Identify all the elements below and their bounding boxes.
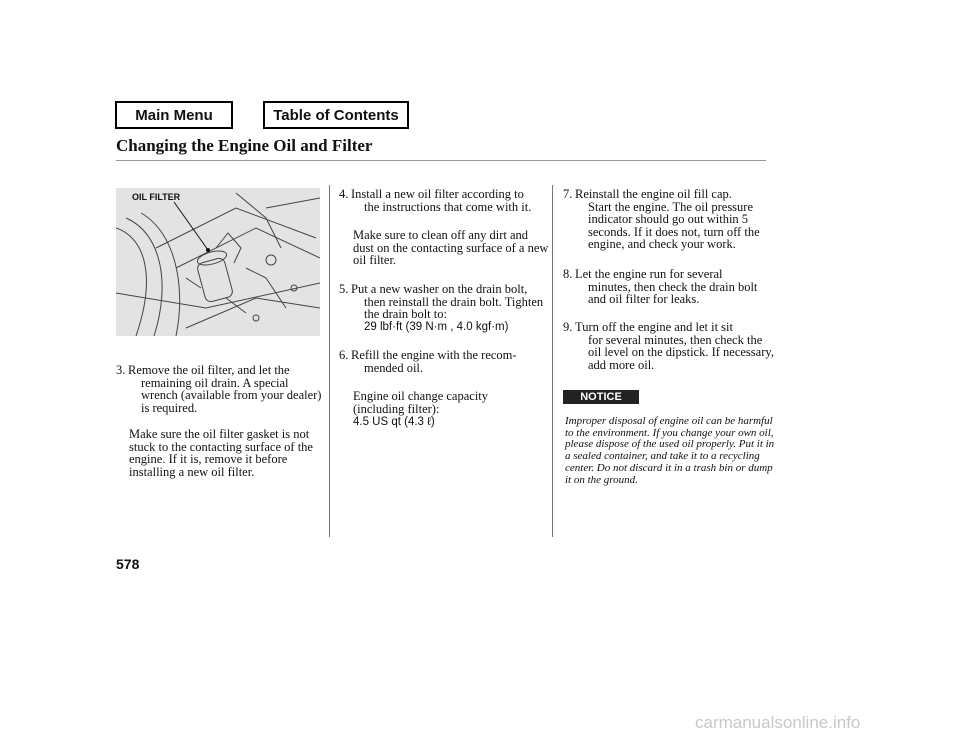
watermark: carmanualsonline.info — [695, 713, 861, 732]
step-3-note: Make sure the oil filter gasket is not stuck to the contacting surface of the engine. If it is, remove it before installing a new oil filter. — [129, 427, 313, 479]
step-number: 9. — [563, 320, 573, 334]
main-menu-button[interactable]: Main Menu — [115, 101, 233, 129]
step-text: Refill the engine with the recom- — [351, 348, 517, 362]
step-text: Install a new oil filter according to — [351, 187, 524, 201]
step-number: 6. — [339, 348, 349, 362]
step-4-note: Make sure to clean off any dirt and dust on the contacting surface of a new oil filter. — [353, 228, 549, 268]
step-text: Put a new washer on the drain bolt, — [351, 282, 528, 296]
step-number: 8. — [563, 267, 573, 281]
step-text: Let the engine run for several — [575, 267, 723, 281]
table-of-contents-button[interactable]: Table of Contents — [263, 101, 409, 129]
oil-capacity-label: Engine oil change capacity (including filter): — [353, 389, 489, 416]
notice-text: Improper disposal of engine oil can be harmful to the environment. If you change your own oil, please dispose of the used oil properly. Put it in a sealed container, and take it to a recycling center. Do not discard it in a trash bin or dump it on the ground. — [565, 415, 775, 486]
step-text: minutes, then check the drain bolt and oil filter for leaks. — [588, 279, 758, 307]
step-text: Turn off the engine and let it sit — [575, 320, 733, 334]
step-number: 7. — [563, 187, 573, 201]
step-3 — [116, 364, 326, 414]
step-text: for several minutes, then check the oil level on the dipstick. If necessary, add more oil. — [588, 332, 774, 372]
step-text: then reinstall the drain bolt. Tighten the drain bolt to: — [364, 294, 544, 322]
title-divider — [116, 160, 766, 161]
step-7 — [563, 188, 775, 251]
step-number: 4. — [339, 187, 349, 201]
column-divider — [329, 185, 330, 537]
step-6 — [339, 349, 551, 374]
column-divider — [552, 185, 553, 537]
step-text: Reinstall the engine oil fill cap. — [575, 187, 732, 201]
engine-drawing — [116, 188, 320, 336]
step-text: Start the engine. The oil pressure indicator should go out within 5 seconds. If it does not, turn off the engine, and check your work. — [588, 199, 760, 252]
step-number: 3. — [116, 363, 126, 377]
step-number: 5. — [339, 282, 349, 296]
step-4 — [339, 188, 551, 213]
notice-badge: NOTICE — [563, 390, 639, 404]
step-text: Remove the oil filter, and let the — [128, 363, 290, 377]
step-text: the instructions that come with it. — [364, 199, 532, 214]
page-title: Changing the Engine Oil and Filter — [116, 136, 373, 155]
oil-capacity-spec: 4.5 US qt (4.3 ℓ) — [353, 416, 435, 428]
page-number: 578 — [116, 556, 140, 572]
step-5 — [339, 283, 551, 333]
step-9 — [563, 321, 775, 371]
step-text: remaining oil drain. A special wrench (available from your dealer) is required. — [141, 375, 322, 415]
oil-filter-illustration — [116, 188, 320, 336]
step-text: mended oil. — [364, 360, 424, 375]
step-8 — [563, 268, 775, 306]
torque-spec: 29 lbf·ft (39 N·m , 4.0 kgf·m) — [364, 320, 509, 333]
oil-filter-callout: OIL FILTER — [132, 192, 181, 202]
